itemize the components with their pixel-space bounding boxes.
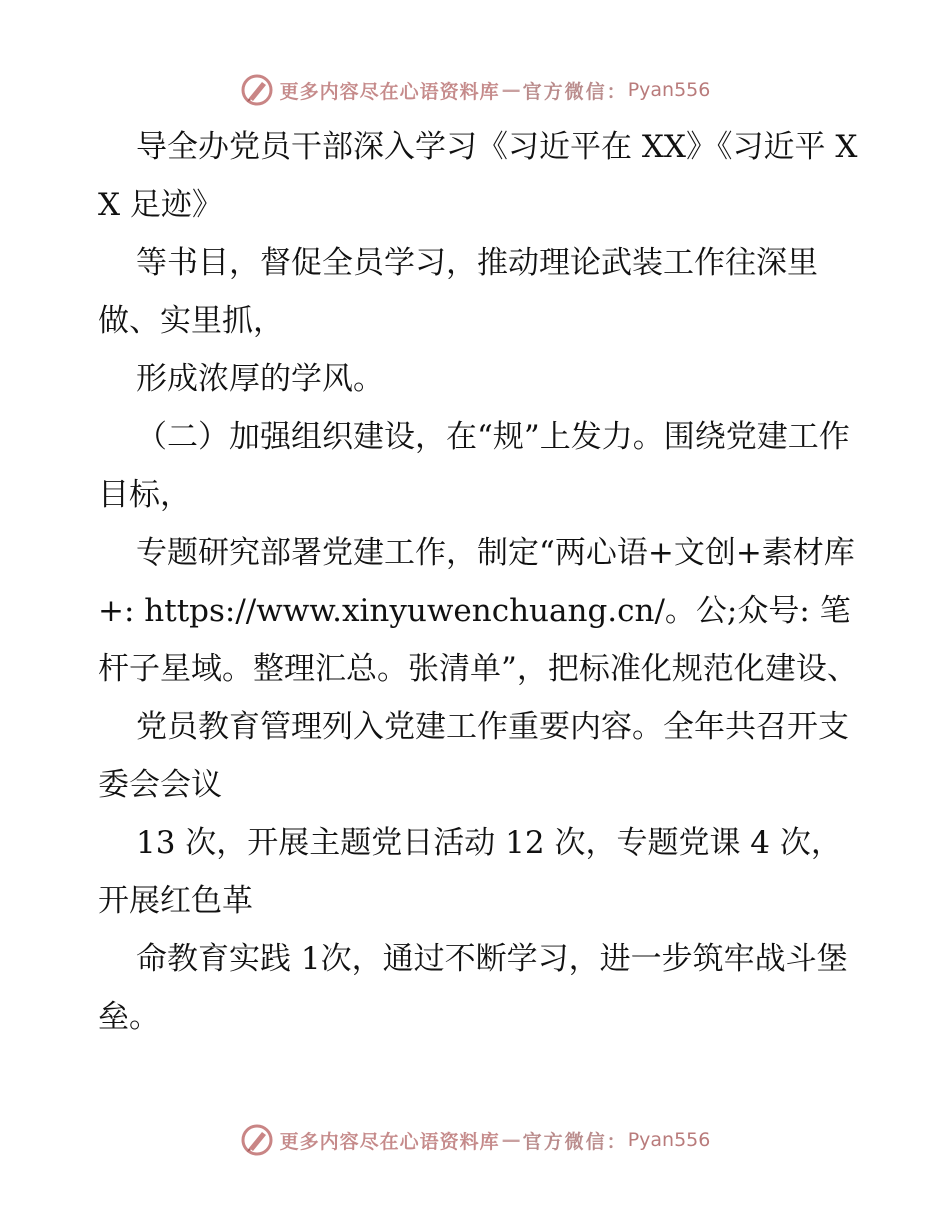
paragraph-4: （二）加强组织建设，在“规”上发力。围绕党建工作目标， <box>98 419 850 513</box>
paragraph-6: 党员教育管理列入党建工作重要内容。全年共召开支委会会议 <box>98 709 849 803</box>
paragraph-7: 13 次，开展主题党日活动 12 次，专题党课 4 次，开展红色革 <box>98 825 842 919</box>
banner-wechat-id: Pyan556 <box>627 79 711 101</box>
paragraph-8: 命教育实践 1次，通过不断学习，进一步筑牢战斗堡垒。 <box>98 941 848 1035</box>
banner-text: 更多内容尽在心语资料库 <box>279 1130 500 1153</box>
footer-watermark-banner <box>0 1120 950 1160</box>
header-watermark-banner <box>0 70 950 110</box>
paragraph-2: 等书目，督促全员学习，推动理论武装工作往深里做、实里抓， <box>98 245 818 339</box>
document-body <box>98 118 858 1046</box>
paragraph-3: 形成浓厚的学风。 <box>136 361 384 397</box>
banner-text: 更多内容尽在心语资料库 <box>279 80 500 103</box>
banner-separator: — <box>501 1129 521 1151</box>
banner-separator: — <box>501 79 521 101</box>
banner-wechat-id: Pyan556 <box>627 1129 711 1151</box>
banner-wechat-label: 官方微信： <box>522 80 628 103</box>
pen-quill-logo-icon <box>240 73 274 107</box>
pen-quill-logo-icon <box>240 1123 274 1157</box>
paragraph-1: 导全办党员干部深入学习《习近平在 XX》《习近平 XX 足迹》 <box>98 129 858 223</box>
banner-wechat-label: 官方微信： <box>522 1130 628 1153</box>
paragraph-5: 专题研究部署党建工作，制定“两心语+文创+素材库+: https://www.xinyuwenchuang.cn/。公;众号: 笔杆子星域。整理汇总。张清单”，把标准化规范化建设、 <box>98 535 858 687</box>
